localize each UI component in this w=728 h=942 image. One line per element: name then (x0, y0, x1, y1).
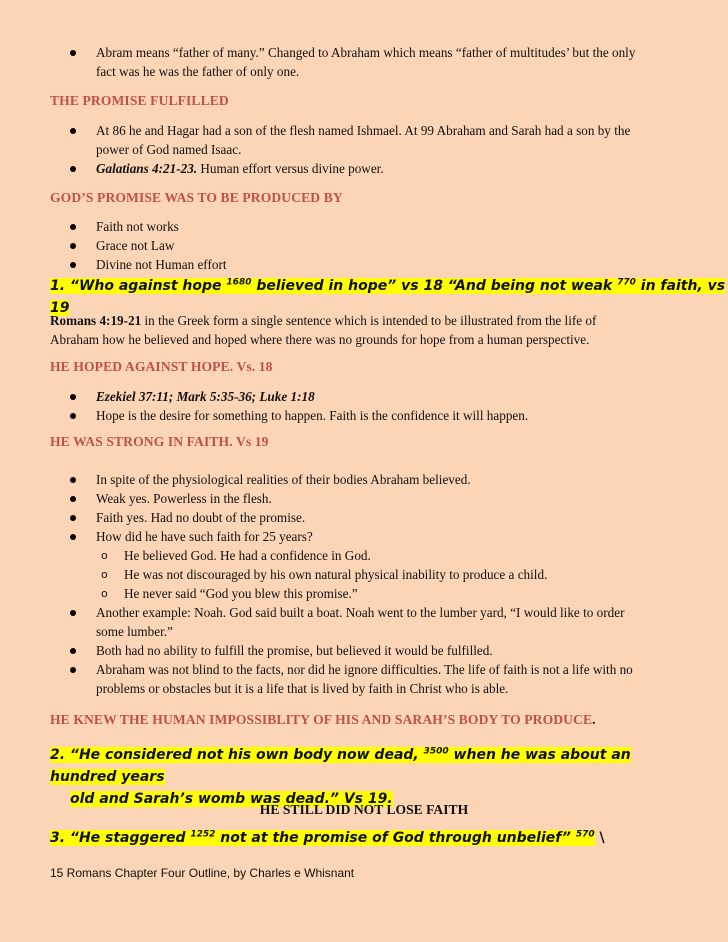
list-item: How did he have such faith for 25 years? (96, 527, 696, 546)
section-heading-produced-by: GOD’S PROMISE WAS TO BE PRODUCED BY (50, 190, 343, 205)
bullet-icon (70, 413, 76, 419)
strongs-number: 770 (617, 277, 636, 288)
list-item: Both had no ability to fulfill the promise, but believed it would be fulfilled. (96, 641, 696, 660)
strong-list (96, 470, 696, 698)
list-item: Abraham was not blind to the facts, nor did he ignore difficulties. The life of faith is not a life with no problems or obstacles but it is a life that is lived by faith in Christ who is able. (96, 660, 696, 698)
bullet-icon (70, 166, 76, 172)
list-item: Hope is the desire for something to happen. Faith is the confidence it will happen. (96, 406, 696, 425)
list-item: Abram means “father of many.” Changed to Abraham which means “father of multitudes’ but the only fact was he was the father of only one. (96, 43, 696, 81)
intro-list (96, 43, 696, 81)
bullet-icon (70, 534, 76, 540)
bullet-icon (70, 224, 76, 230)
bullet-icon (70, 477, 76, 483)
verse-1: 1. “Who against hope $^{1680}$ believed in hope” vs 18 “And being not weak $^{770}$ in faith, vs 19 (50, 277, 726, 316)
sub-list-item: o He never said “God you blew this promise.” (101, 586, 358, 601)
section-heading-strong: HE WAS STRONG IN FAITH. Vs 19 (50, 434, 269, 449)
produced-by-list (96, 217, 696, 274)
bullet-icon (70, 128, 76, 134)
list-item: Faith not works (96, 217, 696, 236)
sub-bullet-icon: o (101, 587, 108, 600)
list-item: Divine not Human effort (96, 255, 696, 274)
bullet-icon (70, 50, 76, 56)
strongs-number: 570 (575, 829, 595, 840)
bullet-icon (70, 648, 76, 654)
sub-list-item: o He believed God. He had a confidence in God. (101, 548, 371, 563)
bullet-icon (70, 394, 76, 400)
bullet-icon (70, 243, 76, 249)
romans-paragraph: Romans 4:19-21 in the Greek form a single sentence which is intended to be illustrated from the life of Abraham how he believed and hoped where there was no grounds for hope from a human perspective. (50, 313, 597, 347)
bullet-icon (70, 610, 76, 616)
list-item: In spite of the physiological realities of their bodies Abraham believed. (96, 470, 696, 489)
sub-bullet-icon: o (101, 549, 108, 562)
list-item: At 86 he and Hagar had a son of the flesh named Ishmael. At 99 Abraham and Sarah had a son by the power of God named Isaac. (96, 121, 696, 159)
list-item: Ezekiel 37:11; Mark 5:35-36; Luke 1:18 (96, 387, 696, 406)
strongs-number: 1680 (226, 277, 252, 288)
bullet-icon (70, 667, 76, 673)
verse-2: 2. “He considered not his own body now dead, $^{3500}$ when he was about an hundred years old and Sarah’s womb was dead.” Vs 19. (50, 746, 631, 807)
list-item: Weak yes. Powerless in the flesh. (96, 489, 696, 508)
section-heading-impossibility: HE KNEW THE HUMAN IMPOSSIBLITY OF HIS AND SARAH’S BODY TO PRODUCE. (50, 712, 596, 727)
hoped-list (96, 387, 696, 425)
section-heading-promise-fulfilled: THE PROMISE FULFILLED (50, 93, 229, 108)
list-item: Galatians 4:21-23. Human effort versus divine power. (96, 159, 696, 178)
bullet-icon (70, 262, 76, 268)
list-item: Another example: Noah. God said built a boat. Noah went to the lumber yard, “I would like to order some lumber.” (96, 603, 696, 641)
section-heading-hoped: HE HOPED AGAINST HOPE. Vs. 18 (50, 359, 273, 374)
promise-fulfilled-list (96, 121, 696, 178)
bullet-icon (70, 496, 76, 502)
strongs-number: 3500 (423, 746, 449, 757)
center-heading: HE STILL DID NOT LOSE FAITH (259, 802, 469, 817)
verse-3: 3. “He staggered $^{1252}$ not at the promise of God through unbelief” $^{570}$ \ (50, 829, 605, 846)
sub-bullet-icon: o (101, 568, 108, 581)
list-item: Grace not Law (96, 236, 696, 255)
bullet-icon (70, 515, 76, 521)
page-footer: 15 Romans Chapter Four Outline, by Charles e Whisnant (50, 866, 355, 880)
strongs-number: 1252 (190, 829, 216, 840)
sub-list-item: o He was not discouraged by his own natural physical inability to produce a child. (101, 567, 548, 582)
list-item: Faith yes. Had no doubt of the promise. (96, 508, 696, 527)
